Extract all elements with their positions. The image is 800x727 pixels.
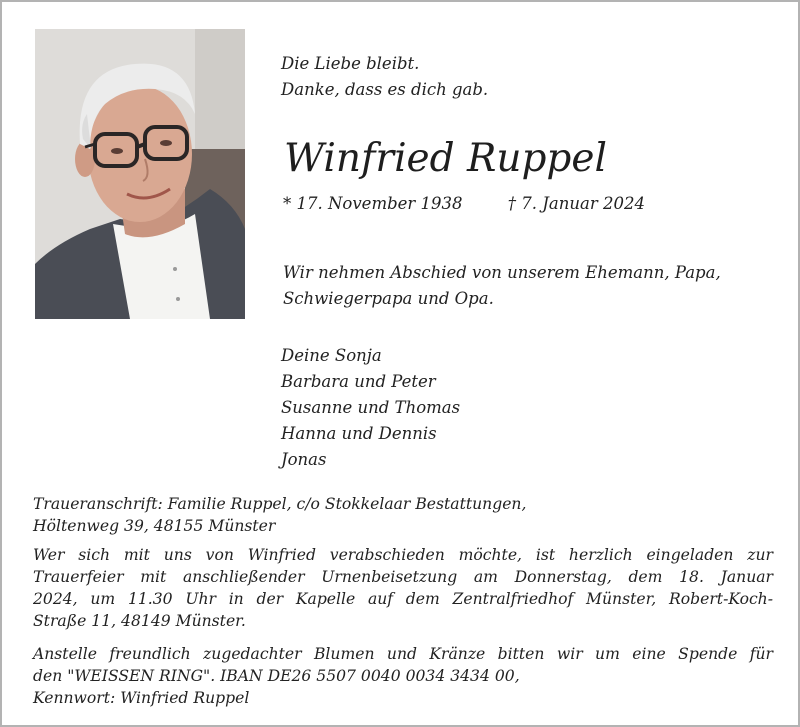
family-member: Jonas xyxy=(281,450,327,469)
family-member: Deine Sonja xyxy=(281,346,382,365)
address-line: Traueranschrift: Familie Ruppel, c/o Stokkelaar Bestattungen, xyxy=(33,495,527,513)
ceremony-line: Trauerfeier mit anschließender Urnenbeisetzung am Donnerstag, dem 18. Januar xyxy=(33,568,773,586)
portrait-illustration xyxy=(35,29,245,319)
life-dates xyxy=(283,191,645,217)
donation-request xyxy=(33,643,773,709)
birth-date: * 17. November 1938 xyxy=(283,194,463,213)
ceremony-line: 2024, um 11.30 Uhr in der Kapelle auf dem Zentralfriedhof Münster, Robert-Koch- xyxy=(33,590,773,608)
ceremony-line: Straße 11, 48149 Münster. xyxy=(33,612,246,630)
deceased-name: Winfried Ruppel xyxy=(284,136,607,181)
motto xyxy=(281,51,488,103)
family-member: Barbara und Peter xyxy=(281,372,436,391)
family-list xyxy=(281,343,460,473)
motto-line: Die Liebe bleibt. xyxy=(281,54,420,73)
donation-line: Anstelle freundlich zugedachter Blumen und Kränze bitten wir um eine Spende für xyxy=(33,645,773,663)
motto-line: Danke, dass es dich gab. xyxy=(281,80,489,99)
address-line: Höltenweg 39, 48155 Münster xyxy=(33,517,276,535)
family-member: Hanna und Dennis xyxy=(281,424,437,443)
family-member: Susanne und Thomas xyxy=(281,398,461,417)
ceremony-invitation xyxy=(33,544,773,632)
donation-line: Kennwort: Winfried Ruppel xyxy=(33,689,250,707)
farewell-line: Schwiegerpapa und Opa. xyxy=(283,289,494,308)
mourning-address xyxy=(33,493,773,537)
farewell-line: Wir nehmen Abschied von unserem Ehemann, Papa, xyxy=(283,263,721,282)
donation-line: den "WEISSEN RING". IBAN DE26 5507 0040 0034 3434 00, xyxy=(33,667,520,685)
ceremony-line: Wer sich mit uns von Winfried verabschieden möchte, ist herzlich eingeladen zur xyxy=(33,546,773,564)
death-date: † 7. Januar 2024 xyxy=(507,194,645,213)
farewell-text xyxy=(283,260,721,312)
portrait-photo xyxy=(35,29,245,319)
